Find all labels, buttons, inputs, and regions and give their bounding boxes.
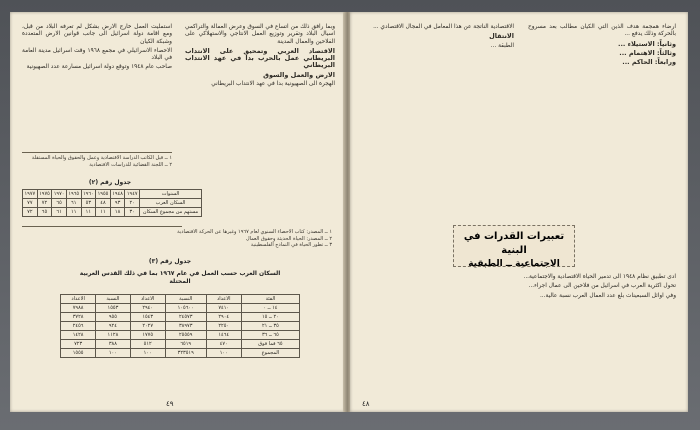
table-cell: ٣٨٩٧٣ [165, 322, 206, 331]
table-cell: السكان العرب [140, 199, 202, 208]
table-cell: ٣٧٢٨ [61, 313, 96, 322]
table-header-row [61, 295, 300, 304]
table-cell: ٧٤١٠ [206, 304, 241, 313]
table-cell: ١٤ ــ ٠ [241, 304, 299, 313]
table-cell: ٧٢ [37, 199, 52, 208]
section-title-line-1: تعبيرات القدرات في البنية [463, 231, 565, 256]
table-cell: ٣٢٣٥١٩ [165, 349, 206, 358]
table-cell: ١٠٠ [130, 349, 165, 358]
table-cell: ٦٥ [37, 208, 52, 217]
table-cell: ٣٠ [125, 208, 140, 217]
paragraph: الاقتصادية الناتجة عن هذا المعامل في المجال الاقتصادي ... [373, 24, 514, 30]
table-row [61, 313, 300, 322]
left-page-column-left [22, 24, 172, 74]
table-header-cell: ١٩٤٧ [126, 191, 138, 197]
paragraph-bold: ورابعاً: الحاكم ... [622, 58, 676, 67]
table-cell: ٦٥ ــ ٣٦ [241, 331, 299, 340]
paragraph: الهجرة الى الصهيونية بدا في عهد الانتداب البريطاني [211, 81, 335, 88]
paragraph-bold: الاقتصاد العربي وتمحيق على الانتداب البريطاني عمل بالحرب بدا في عهد الانتداب البريطاني [185, 46, 335, 70]
table-header-cell: ١٩٧٥ [39, 191, 50, 197]
table-cell: ٦١ [52, 208, 67, 217]
table-cell: ١٠٠ [206, 349, 241, 358]
table-cell: ٢٠ ــ ١٥ [241, 313, 299, 322]
table-cell: ٢٠ [125, 199, 140, 208]
table-cell: ١٤٢٨ [61, 331, 96, 340]
table-cell: ٦٥١٩ [165, 340, 206, 349]
paragraph: ارضاء همجمة هدف الذين التي الكيان مطالب بعد مسروح بالحركة وذلك يدفع ... [528, 24, 676, 38]
table-cell: ٢٥٥٥٩ [165, 331, 206, 340]
table-header-cell: الفئة [241, 295, 299, 304]
table-cell: ٤٨ [96, 199, 111, 208]
table-cell: ٦١ [66, 199, 81, 208]
table-header-cell: ١٩٦٥ [68, 191, 80, 197]
table-cell: ١٥٥٥ [61, 349, 96, 358]
paragraph: الطبقة ... [490, 42, 514, 49]
paragraph: الاحصاء الاسرائيلي في مجمع ١٩٦٨ وقت اسرائيل مدينة العامة في البلاد [22, 47, 172, 62]
table-cell: ١٠٠ [96, 349, 130, 358]
table-cell: ٩٥٥ [96, 313, 130, 322]
table-header-cell: السنوات [140, 190, 202, 199]
table-cell: ١١ [66, 208, 81, 217]
table-age-groups [60, 294, 300, 358]
table-cell: ١٥٤٣ [130, 313, 165, 322]
table-cell: ٧٧ [23, 199, 38, 208]
table-cell: ٩٣ [110, 199, 125, 208]
table-header-row [23, 190, 202, 199]
paragraph-bold: وثالثاً: الاهتمام ... [619, 48, 676, 57]
table-cell: ٣٨٨ [96, 340, 130, 349]
table-cell: ٦٥ [52, 199, 67, 208]
table-header-cell: ١٩٦٠ [82, 191, 94, 197]
table-cell: ١١ [81, 208, 96, 217]
table-cell: ٩٢٤ [96, 322, 130, 331]
table1-caption: جدول رقم (٢) [88, 179, 132, 186]
table-row [61, 322, 300, 331]
paragraph-bold: وثانياً: الاستيلاء ... [617, 39, 676, 48]
page-number: ٤٨ [362, 400, 370, 408]
right-page [350, 12, 688, 412]
footnotes-top [22, 155, 172, 168]
paragraph: وفي اوائل السبعينات بلغ عدد العمال العرب نسبة عالية... [539, 292, 676, 299]
section-title-line-2: الاجتماعية ــ الطبقية [468, 259, 560, 269]
table-cell: ٦٥ فما فوق [241, 340, 299, 349]
table-population [22, 189, 202, 217]
right-page-column-left [362, 24, 514, 52]
table-row [61, 304, 300, 313]
table-header-cell: ١٩٧٠ [53, 191, 65, 197]
table-cell: ٢٩٤٠ [130, 304, 165, 313]
section-body [362, 274, 676, 302]
paragraph: صاحب عام ١٩٤٨ وتوقع دولة اسرائيل مسارعة عدد الصهيونية [26, 64, 172, 71]
page-number: ٤٩ [166, 400, 174, 408]
table-header-cell: ١٩٥٥ [97, 191, 109, 197]
table-header-cell: النسبة [165, 295, 206, 304]
table-cell: المجموع [241, 349, 299, 358]
table-row [61, 340, 300, 349]
table-cell: ٧٢٣ [61, 340, 96, 349]
table-cell: ٢٢٥٠ [206, 322, 241, 331]
table-cell: ٢٤٥٧٣ [165, 313, 206, 322]
paragraph-bold: الارض والعمل والسوق [263, 70, 335, 79]
table-cell: ١٥٥٣ [96, 304, 130, 313]
footnote: ١ ــ المصدر: كتاب الاحصاء السنوي لعام ١٩٦٧ وغيرها عن الحركة الاقتصادية [177, 229, 332, 235]
table-header-cell: الاعداد [130, 295, 165, 304]
paragraph: استمليت العمل خارج الارض بشكل لم تعرفه البلاد من قبل، ومع اقامة دولة اسرائيل الى جانب قوانين الارض المتعددة وشبكة الكيان [22, 24, 172, 45]
table-cell: ٤٧٠ [206, 340, 241, 349]
table-header-cell: النسبة [96, 295, 130, 304]
left-page-column-right [185, 24, 335, 90]
table-cell: ١٤٦٤ [206, 331, 241, 340]
table-cell: ٢٤٥٦ [61, 322, 96, 331]
table-header-cell: الاعداد [61, 295, 96, 304]
table-row [61, 331, 300, 340]
footnote: ٢ ــ اللجنة القضائية للدراسات الاقتصادية [89, 161, 172, 168]
section-heading-box [453, 225, 575, 267]
table-cell: ١٨ [110, 208, 125, 217]
divider [22, 226, 182, 227]
table-cell: ٣٥ ــ ٢١ [241, 322, 299, 331]
table2-caption: جدول رقم (٣) [148, 258, 192, 265]
table-cell: مستهم من مجموع السكان [140, 208, 202, 217]
table-header-cell: ١٩٧٧ [24, 191, 36, 197]
table-cell: ٢٠٢٧ [130, 322, 165, 331]
table-header-cell: ١٩٤٨ [112, 191, 123, 197]
table-cell: ٧٢ [23, 208, 38, 217]
table-cell: ١١٢٨ [96, 331, 130, 340]
footnote: ١ ــ قيل الكاتب الدراسة الاقتصادية وعمل والحقوق والحياة المستقلة [31, 155, 172, 161]
table-cell: ١٠٥٦٠٠ [165, 304, 206, 313]
table-cell: ٢٩٠٤ [206, 313, 241, 322]
table2-title: السكان العرب حسب العمل في عام ١٩٦٧ بما في ذلك القدس العربية المحتلة [79, 270, 281, 285]
paragraph: تحول اكثرية العرب في اسرائيل من فلاحين الى عمال اجراء... [528, 283, 676, 290]
table-header-cell: الاعداد [206, 295, 241, 304]
divider [22, 152, 172, 153]
table-cell: ٥٣ [81, 199, 96, 208]
table-row [23, 199, 202, 208]
left-page [10, 12, 345, 412]
paragraph: ادى تطبيق نظام ١٩٤٨ الى تدمير الحياة الاقتصادية والاجتماعية... [523, 274, 676, 280]
table-cell: ١٧٧٥ [130, 331, 165, 340]
right-page-column-right [528, 24, 676, 68]
paragraph-bold: الانتقال [489, 32, 514, 41]
footnote: ٢ ــ المصدر: الحياة الحديثة وحقوق العمال [245, 235, 332, 242]
table-cell: ١١ [96, 208, 111, 217]
footnote: ٣ ــ تطور الحياة في النماذج الفلسطينية [250, 242, 332, 248]
table-cell: ٥١٢ [130, 340, 165, 349]
table-cell: ٧٩٨٨ [61, 304, 96, 313]
table-row [23, 208, 202, 217]
paragraph: وبما رافق ذلك من اتساع في السوق وعرض العمالة والتراكمي اسيال البلاد وتقرير وتوزيع العمل الانتاجي والاستهلاكي على الفلاحين والعمال المدينة [185, 24, 335, 45]
table-row [61, 349, 300, 358]
footnotes-middle [22, 229, 332, 249]
